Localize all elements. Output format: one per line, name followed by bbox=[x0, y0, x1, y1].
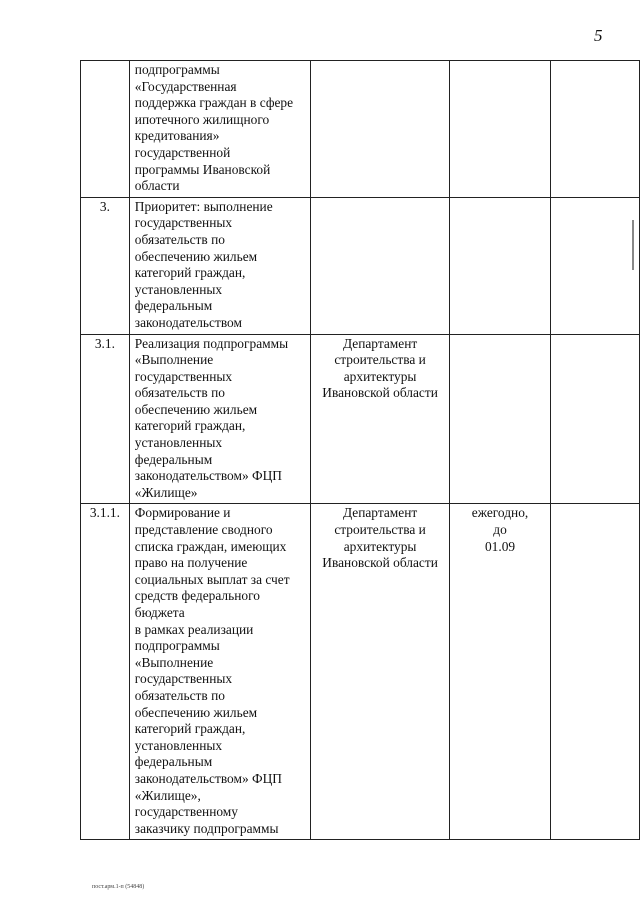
executor-cell bbox=[311, 504, 450, 840]
activity-name-line: обеспечению жильем bbox=[134, 248, 258, 264]
activity-name-line: законодательством» ФЦП bbox=[134, 770, 282, 786]
activity-name-line: «Выполнение bbox=[134, 352, 214, 368]
table-row bbox=[81, 197, 640, 334]
activity-name-line: списка граждан, имеющих bbox=[134, 538, 287, 554]
activity-name-line: государственных bbox=[134, 368, 233, 384]
activity-name-line: законодательством bbox=[134, 314, 242, 330]
executor-cell bbox=[311, 334, 450, 504]
executor-line: строительства и bbox=[334, 352, 426, 368]
activity-name-line: федеральным bbox=[134, 451, 213, 467]
activity-name-line: законодательством» ФЦП bbox=[134, 468, 282, 484]
activity-name-cell bbox=[129, 334, 311, 504]
activity-name-line: право на получение bbox=[134, 555, 248, 571]
activity-name-cell bbox=[129, 504, 311, 840]
activity-name-line: федеральным bbox=[134, 754, 213, 770]
item-number: 3.1. bbox=[94, 335, 115, 351]
executor-line: строительства и bbox=[334, 522, 426, 538]
activity-name-line: программы Ивановской bbox=[134, 161, 271, 177]
activity-name-line: установленных bbox=[134, 435, 223, 451]
executor-line: Ивановской области bbox=[322, 555, 438, 571]
empty-cell bbox=[551, 197, 640, 334]
activity-name-line: Формирование и bbox=[134, 505, 231, 521]
deadline-cell bbox=[449, 197, 550, 334]
activity-name-line: заказчику подпрограммы bbox=[134, 820, 279, 836]
deadline-line: 01.09 bbox=[484, 538, 516, 554]
activity-name-line: обеспечению жильем bbox=[134, 401, 258, 417]
activity-name-line: обязательств по bbox=[134, 687, 225, 703]
table-row bbox=[81, 504, 640, 840]
empty-cell bbox=[551, 61, 640, 198]
activity-name-line: установленных bbox=[134, 737, 223, 753]
executor-cell bbox=[311, 197, 450, 334]
activity-name-line: Приоритет: выполнение bbox=[134, 198, 273, 214]
deadline-cell bbox=[449, 504, 550, 840]
executor-line: архитектуры bbox=[343, 538, 417, 554]
activity-name-line: категорий граждан, bbox=[134, 418, 246, 434]
deadline-line: до bbox=[493, 522, 507, 538]
executor-line: Ивановской области bbox=[322, 385, 438, 401]
activity-name-line: кредитования» bbox=[134, 128, 220, 144]
activity-name-line: государственных bbox=[134, 215, 233, 231]
item-number-cell bbox=[81, 197, 130, 334]
deadline-line: ежегодно, bbox=[471, 505, 529, 521]
activity-name-line: установленных bbox=[134, 281, 223, 297]
plan-table bbox=[80, 60, 640, 840]
executor-line: Департамент bbox=[342, 335, 418, 351]
activity-name-line: области bbox=[134, 178, 180, 194]
activity-name-cell bbox=[129, 61, 311, 198]
activity-name-line: «Выполнение bbox=[134, 654, 214, 670]
item-number-cell bbox=[81, 334, 130, 504]
footer-document-code: пост.арм.1-п (54848) bbox=[92, 884, 145, 890]
executor-line: архитектуры bbox=[343, 368, 417, 384]
item-number: 3.1.1. bbox=[89, 505, 120, 521]
activity-name-line: представление сводного bbox=[134, 522, 273, 538]
table-row bbox=[81, 61, 640, 198]
activity-name-line: «Государственная bbox=[134, 78, 237, 94]
executor-cell bbox=[311, 61, 450, 198]
activity-name-line: обязательств по bbox=[134, 385, 225, 401]
activity-name-line: обеспечению жильем bbox=[134, 704, 258, 720]
activity-name-line: категорий граждан, bbox=[134, 265, 246, 281]
item-number-cell bbox=[81, 61, 130, 198]
activity-name-line: Реализация подпрограммы bbox=[134, 335, 289, 351]
deadline-cell bbox=[449, 61, 550, 198]
item-number: 3. bbox=[99, 198, 110, 214]
activity-name-line: «Жилище» bbox=[134, 484, 198, 500]
activity-name-cell bbox=[129, 197, 311, 334]
activity-name-line: «Жилище», bbox=[134, 787, 201, 803]
activity-name-line: обязательств по bbox=[134, 231, 225, 247]
table-row bbox=[81, 334, 640, 504]
activity-name-line: в рамках реализации bbox=[134, 621, 254, 637]
deadline-cell bbox=[449, 334, 550, 504]
empty-cell bbox=[551, 334, 640, 504]
activity-name-line: социальных выплат за счет bbox=[134, 571, 290, 587]
activity-name-line: поддержка граждан в сфере bbox=[134, 95, 294, 111]
activity-name-line: категорий граждан, bbox=[134, 721, 246, 737]
activity-name-line: подпрограммы bbox=[134, 638, 220, 654]
item-number-cell bbox=[81, 504, 130, 840]
activity-name-line: подпрограммы bbox=[134, 62, 220, 77]
executor-line: Департамент bbox=[342, 505, 418, 521]
empty-cell bbox=[551, 504, 640, 840]
page-number: 5 bbox=[594, 26, 603, 45]
activity-name-line: государственных bbox=[134, 671, 233, 687]
activity-name-line: средств федерального bbox=[134, 588, 260, 604]
activity-name-line: бюджета bbox=[134, 605, 185, 620]
activity-name-line: государственной bbox=[134, 144, 231, 160]
activity-name-line: ипотечного жилищного bbox=[134, 111, 270, 127]
scan-edge-mark bbox=[632, 220, 634, 270]
activity-name-line: государственному bbox=[134, 804, 238, 820]
activity-name-line: федеральным bbox=[134, 298, 213, 314]
